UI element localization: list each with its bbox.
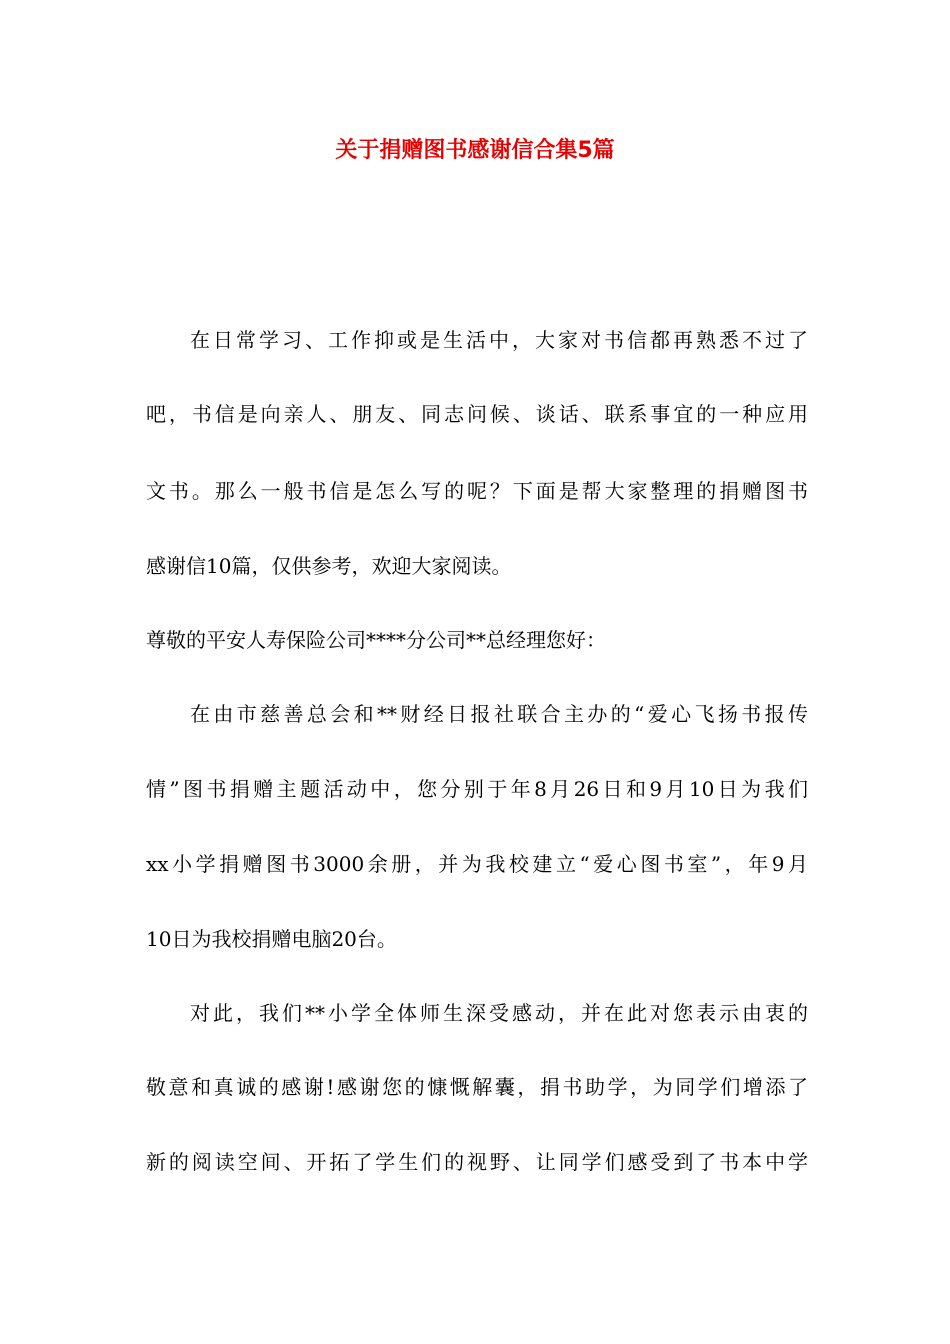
paragraph-line: 吧，书信是向亲人、朋友、同志问候、谈话、联系事宜的一种应用	[146, 402, 808, 426]
paragraph-line: 在日常学习、工作抑或是生活中，大家对书信都再熟悉不过了	[190, 328, 808, 352]
paragraph-line: 对此，我们**小学全体师生深受感动，并在此对您表示由衷的	[190, 1001, 808, 1025]
paragraph-line: 文书。那么一般书信是怎么写的呢？下面是帮大家整理的捐赠图书	[146, 479, 808, 503]
paragraph-line: 感谢信10篇，仅供参考，欢迎大家阅读。	[146, 554, 512, 578]
salutation-line: 尊敬的平安人寿保险公司****分公司**总经理您好：	[146, 628, 606, 652]
paragraph-line: 敬意和真诚的感谢!感谢您的慷慨解囊，捐书助学，为同学们增添了	[146, 1075, 808, 1099]
paragraph-line: xx小学捐赠图书3000余册，并为我校建立“爱心图书室”，年9月	[146, 852, 808, 876]
paragraph-line: 10日为我校捐赠电脑20台。	[146, 927, 397, 951]
paragraph-line: 新的阅读空间、开拓了学生们的视野、让同学们感受到了书本中学	[146, 1150, 808, 1174]
paragraph-line: 在由市慈善总会和**财经日报社联合主办的“爱心飞扬书报传	[190, 702, 808, 726]
paragraph-line: 情”图书捐赠主题活动中，您分别于年8月26日和9月10日为我们	[146, 777, 808, 801]
document-title: 关于捐赠图书感谢信合集5篇	[335, 138, 615, 163]
